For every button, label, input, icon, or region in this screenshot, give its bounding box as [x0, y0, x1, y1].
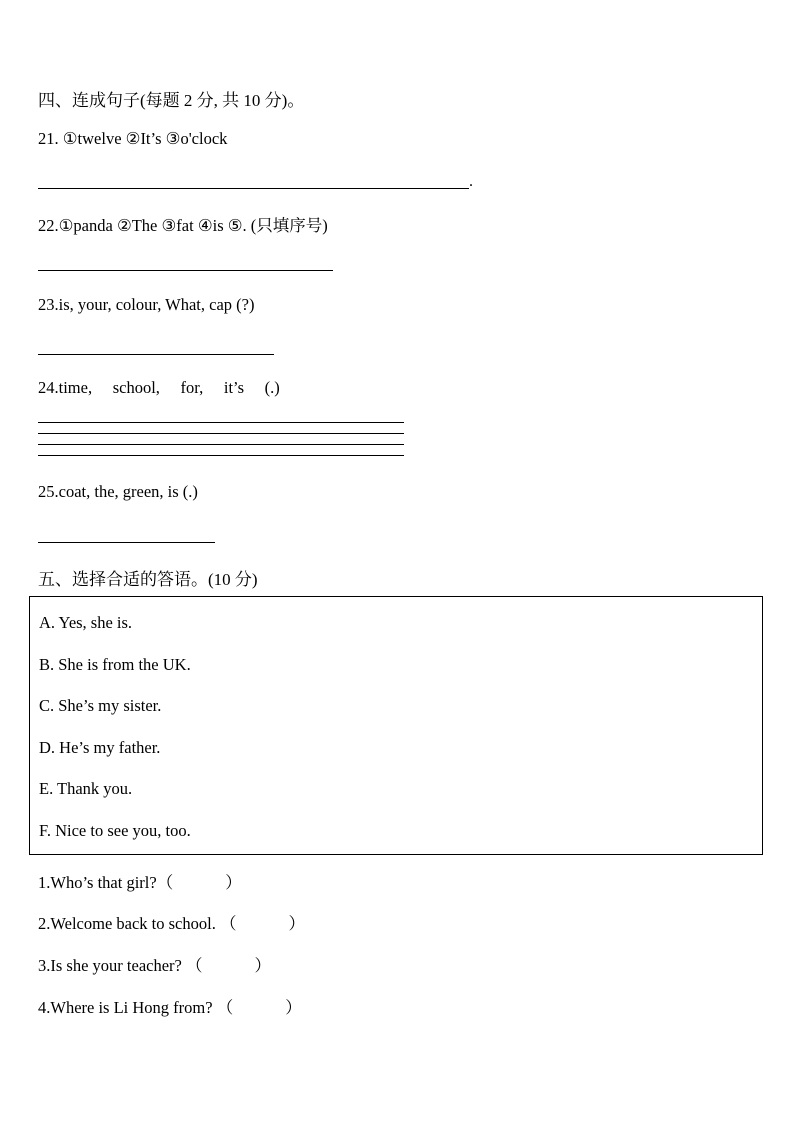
writing-line-24-2 [38, 433, 404, 434]
question-23: 23.is, your, colour, What, cap (?) [38, 295, 255, 314]
answer-line-23[interactable] [38, 354, 274, 355]
answer-paren-open-3: （ [185, 956, 203, 975]
option-d: D. He’s my father. [39, 738, 161, 757]
option-e: E. Thank you. [39, 779, 133, 798]
answer-paren-open-4: （ [216, 998, 234, 1017]
writing-line-24-4[interactable] [38, 455, 404, 456]
question-21: 21. ①twelve ②It’s ③o'clock [38, 129, 228, 148]
answer-21-period: . [469, 173, 473, 190]
question-24: 24.time, school, for, it’s (.) [38, 378, 280, 397]
answer-paren-close-3: ） [254, 956, 271, 975]
answer-paren-close-4: ） [285, 998, 302, 1017]
choice-question-4 [38, 994, 302, 1018]
choice-question-1 [38, 869, 242, 893]
choice-question-3 [38, 952, 271, 976]
choice-question-3-text: 3.Is she your teacher? [38, 956, 182, 975]
option-c: C. She’s my sister. [39, 696, 162, 715]
answer-paren-open-1: （ [156, 873, 174, 892]
section-4-heading: 四、连成句子(每题 2 分, 共 10 分)。 [38, 91, 305, 110]
writing-line-24-3 [38, 444, 404, 445]
choice-question-2-text: 2.Welcome back to school. [38, 914, 216, 933]
choice-question-2 [38, 910, 305, 934]
answer-options-box [29, 596, 763, 855]
answer-line-21[interactable] [38, 188, 469, 189]
option-b: B. She is from the UK. [39, 655, 191, 674]
question-25: 25.coat, the, green, is (.) [38, 482, 198, 501]
option-f: F. Nice to see you, too. [39, 821, 191, 840]
option-a: A. Yes, she is. [39, 613, 133, 632]
answer-paren-open-2: （ [219, 914, 237, 933]
choice-question-4-text: 4.Where is Li Hong from? [38, 998, 213, 1017]
question-22: 22.①panda ②The ③fat ④is ⑤. (只填序号) [38, 216, 328, 235]
writing-line-24-1[interactable] [38, 422, 404, 423]
answer-paren-close-1: ） [225, 873, 242, 892]
answer-line-25[interactable] [38, 542, 215, 543]
answer-line-22[interactable] [38, 270, 333, 271]
choice-question-1-text: 1.Who’s that girl? [38, 873, 157, 892]
answer-paren-close-2: ） [288, 914, 305, 933]
section-5-heading: 五、选择合适的答语。(10 分) [38, 570, 258, 589]
